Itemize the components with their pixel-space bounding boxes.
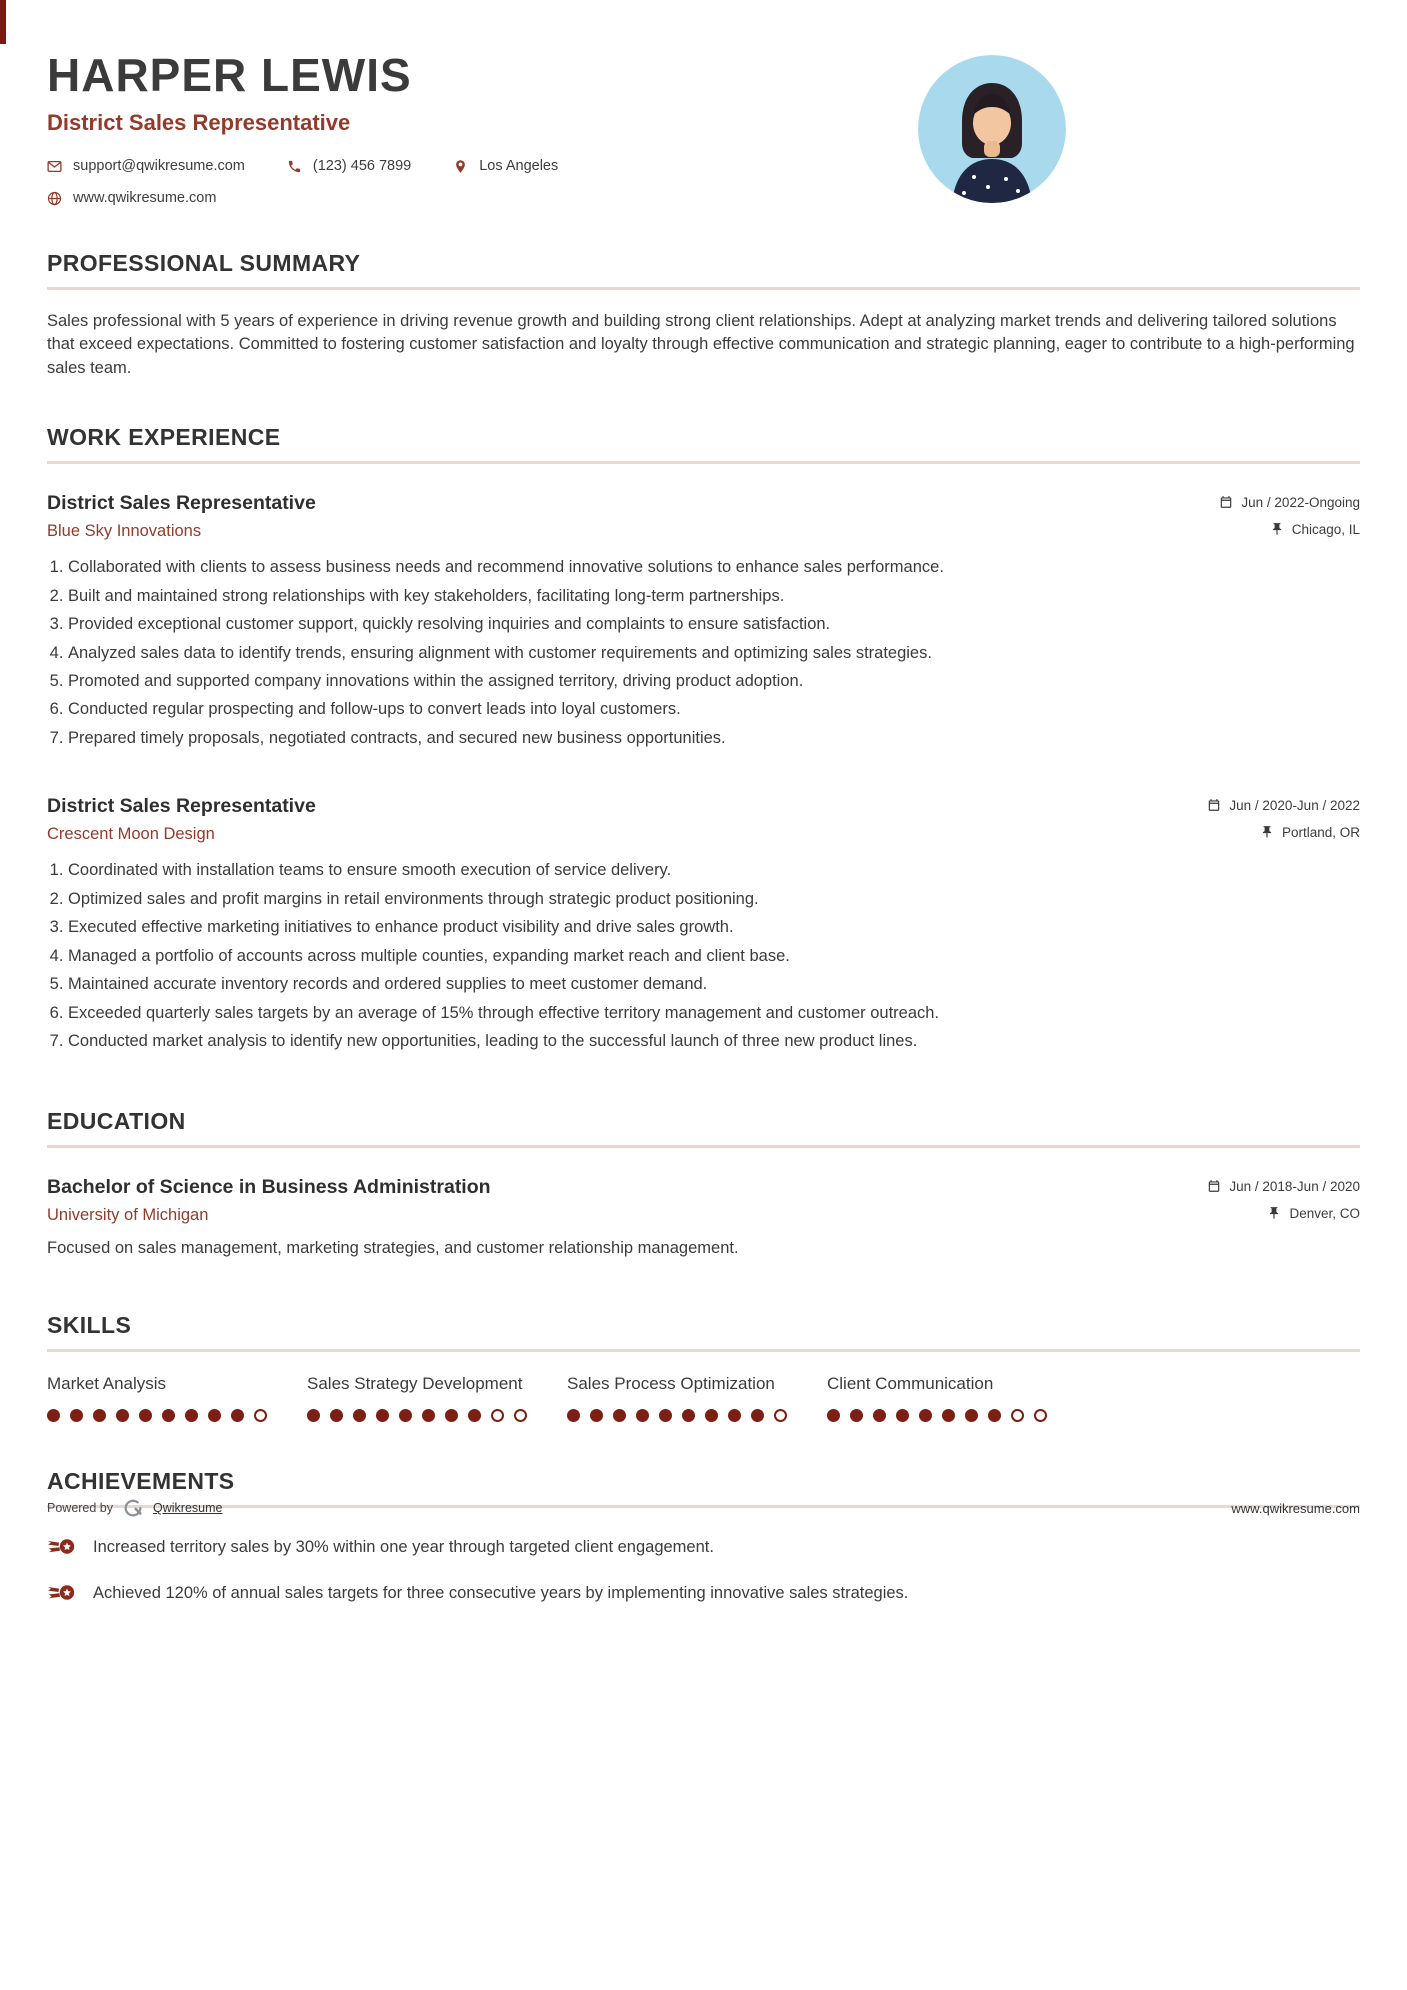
section-skills [47, 1312, 1360, 1422]
skill-dot [139, 1409, 152, 1422]
job-bullet: 5. Promoted and supported company innovations within the assigned territory, driving product adoption. [68, 671, 1360, 692]
contact-row-2 [47, 190, 1360, 206]
skill-dot [705, 1409, 718, 1422]
job-location-text: Chicago, IL [1291, 521, 1360, 537]
summary-text: Sales professional with 5 years of experience in driving revenue growth and building strong client relationships. Adept at analyzing market trends and delivering tailored solutions that exceed expectations. Committed to fostering customer satisfaction and loyalty through effective communication and strategic planning, eager to contribute to a high-performing sales team. [47, 312, 1355, 377]
pushpin-icon [1270, 522, 1284, 536]
job-location [1260, 825, 1360, 840]
skill-item [827, 1374, 1087, 1422]
medal-icon [47, 1534, 75, 1560]
job-bullet: 3. Executed effective marketing initiatives to enhance product visibility and drive sales growth. [68, 917, 1360, 938]
job-title: District Sales Representative [47, 795, 316, 818]
job-bullet: 5. Maintained accurate inventory records and ordered supplies to meet customer demand. [68, 974, 1360, 995]
education-entry [47, 1176, 1360, 1258]
calendar-icon [1207, 1179, 1221, 1193]
job-bullets [47, 860, 1360, 1052]
skill-name: Sales Process Optimization [567, 1374, 775, 1394]
degree: Bachelor of Science in Business Administration [47, 1176, 491, 1199]
skill-dot [185, 1409, 198, 1422]
skills-grid [47, 1374, 1360, 1422]
job-entry [47, 795, 1360, 1052]
skill-dot [307, 1409, 320, 1422]
skill-dot [208, 1409, 221, 1422]
skills-heading: SKILLS [47, 1312, 132, 1339]
skill-name: Market Analysis [47, 1374, 167, 1394]
section-achievements [47, 1468, 1360, 1606]
skill-dot [468, 1409, 481, 1422]
skill-dot [376, 1409, 389, 1422]
skill-dot [682, 1409, 695, 1422]
skill-item [47, 1374, 307, 1422]
skill-dot [827, 1409, 840, 1422]
skill-item [307, 1374, 567, 1422]
skill-dot [47, 1409, 60, 1422]
job-bullet: 2. Optimized sales and profit margins in retail environments through strategic product positioning. [68, 889, 1360, 910]
section-divider [47, 287, 1360, 290]
achievement-item [47, 1580, 1360, 1606]
education-location-text: Denver, CO [1289, 1205, 1360, 1221]
skill-dot [231, 1409, 244, 1422]
skill-dot [399, 1409, 412, 1422]
skill-dot [445, 1409, 458, 1422]
job-dates-text: Jun / 2020-Jun / 2022 [1229, 797, 1360, 813]
skill-dot [1011, 1409, 1024, 1422]
candidate-title: District Sales Representative [47, 110, 351, 135]
qwikresume-link[interactable]: Qwikresume [153, 1501, 223, 1515]
powered-by-label: Powered by [47, 1501, 114, 1515]
education-dates [1207, 1179, 1360, 1194]
footer-brand-group [47, 1497, 222, 1519]
skill-dot [850, 1409, 863, 1422]
education-dates-text: Jun / 2018-Jun / 2020 [1229, 1178, 1360, 1194]
skill-dot [919, 1409, 932, 1422]
job-bullet: 2. Built and maintained strong relationships with key stakeholders, facilitating long-term partnerships. [68, 586, 1360, 607]
job-bullet: 4. Analyzed sales data to identify trends, ensuring alignment with customer requirements and optimizing sales strategies. [68, 643, 1360, 664]
footer-website: www.qwikresume.com [1231, 1500, 1360, 1516]
skill-dot [1034, 1409, 1047, 1422]
skill-dot [491, 1409, 504, 1422]
job-bullet: 7. Prepared timely proposals, negotiated contracts, and secured new business opportunities. [68, 728, 1360, 749]
skill-rating [307, 1409, 567, 1422]
skill-dot [728, 1409, 741, 1422]
job-dates [1219, 495, 1360, 510]
job-bullets [47, 557, 1360, 749]
experience-heading: WORK EXPERIENCE [47, 424, 281, 451]
job-company: Crescent Moon Design [47, 825, 215, 844]
location-group [453, 158, 558, 174]
job-dates [1207, 798, 1360, 813]
skill-name: Client Communication [827, 1374, 994, 1394]
phone-group [287, 158, 411, 174]
section-divider [47, 1349, 1360, 1352]
job-bullet: 4. Managed a portfolio of accounts across multiple counties, expanding market reach and client base. [68, 946, 1360, 967]
phone-icon [287, 159, 302, 174]
contact-row-1 [47, 158, 1360, 174]
skill-name: Sales Strategy Development [307, 1374, 523, 1394]
section-experience [47, 424, 1360, 1052]
achievement-item [47, 1534, 1360, 1560]
skill-dot [965, 1409, 978, 1422]
website-group [47, 190, 216, 206]
section-education [47, 1108, 1360, 1258]
page-edge-mark [0, 0, 6, 44]
achievements-list [47, 1534, 1360, 1606]
job-location [1270, 522, 1360, 537]
skill-dot [93, 1409, 106, 1422]
job-bullet: 6. Exceeded quarterly sales targets by an average of 15% through effective territory management and customer outreach. [68, 1003, 1360, 1024]
skill-rating [827, 1409, 1087, 1422]
skill-dot [774, 1409, 787, 1422]
school: University of Michigan [47, 1206, 209, 1225]
job-bullet: 1. Coordinated with installation teams to ensure smooth execution of service delivery. [68, 860, 1360, 881]
website-text: www.qwikresume.com [73, 190, 217, 206]
job-bullet: 7. Conducted market analysis to identify new opportunities, leading to the successful launch of three new product lines. [68, 1031, 1360, 1052]
qwikresume-logo [122, 1497, 144, 1519]
achievements-heading: ACHIEVEMENTS [47, 1468, 235, 1495]
job-company: Blue Sky Innovations [47, 522, 202, 541]
achievement-text: Achieved 120% of annual sales targets for three consecutive years by implementing innovative sales strategies. [93, 1583, 909, 1602]
email-group [47, 158, 245, 174]
email-text: support@qwikresume.com [73, 158, 245, 174]
section-divider [47, 461, 1360, 464]
candidate-name: HARPER LEWIS [47, 49, 412, 101]
skill-dot [353, 1409, 366, 1422]
summary-heading: PROFESSIONAL SUMMARY [47, 250, 361, 276]
section-divider [47, 1145, 1360, 1148]
medal-icon [47, 1580, 75, 1606]
skill-dot [659, 1409, 672, 1422]
job-bullet: 3. Provided exceptional customer support, quickly resolving inquiries and complaints to ensure satisfaction. [68, 614, 1360, 635]
skill-dot [751, 1409, 764, 1422]
job-title: District Sales Representative [47, 492, 316, 515]
skill-dot [896, 1409, 909, 1422]
skill-dot [116, 1409, 129, 1422]
avatar [918, 55, 1066, 203]
job-dates-text: Jun / 2022-Ongoing [1241, 494, 1360, 510]
skill-rating [567, 1409, 827, 1422]
location-text: Los Angeles [479, 158, 559, 174]
globe-icon [47, 191, 62, 206]
calendar-icon [1219, 495, 1233, 509]
job-bullet: 1. Collaborated with clients to assess business needs and recommend innovative solutions to enhance sales performance. [68, 557, 1360, 578]
section-summary [47, 250, 1360, 380]
skill-dot [590, 1409, 603, 1422]
map-pin-icon [453, 159, 468, 174]
calendar-icon [1207, 798, 1221, 812]
skill-dot [70, 1409, 83, 1422]
phone-text: (123) 456 7899 [312, 158, 412, 174]
job-entry [47, 492, 1360, 749]
header [47, 48, 1360, 206]
skill-rating [47, 1409, 307, 1422]
skill-dot [422, 1409, 435, 1422]
skill-dot [567, 1409, 580, 1422]
skill-item [567, 1374, 827, 1422]
skill-dot [162, 1409, 175, 1422]
skill-dot [636, 1409, 649, 1422]
education-location [1267, 1206, 1360, 1221]
footer [47, 1497, 1360, 1519]
skill-dot [988, 1409, 1001, 1422]
education-heading: EDUCATION [47, 1108, 186, 1135]
pushpin-icon [1260, 825, 1274, 839]
skill-dot [514, 1409, 527, 1422]
skill-dot [613, 1409, 626, 1422]
job-bullet: 6. Conducted regular prospecting and follow-ups to convert leads into loyal customers. [68, 699, 1360, 720]
envelope-icon [47, 159, 62, 174]
pushpin-icon [1267, 1206, 1281, 1220]
skill-dot [330, 1409, 343, 1422]
skill-dot [873, 1409, 886, 1422]
skill-dot [254, 1409, 267, 1422]
education-description: Focused on sales management, marketing strategies, and customer relationship management. [47, 1239, 739, 1258]
job-location-text: Portland, OR [1281, 824, 1360, 840]
skill-dot [942, 1409, 955, 1422]
achievement-text: Increased territory sales by 30% within one year through targeted client engagement. [93, 1537, 714, 1556]
